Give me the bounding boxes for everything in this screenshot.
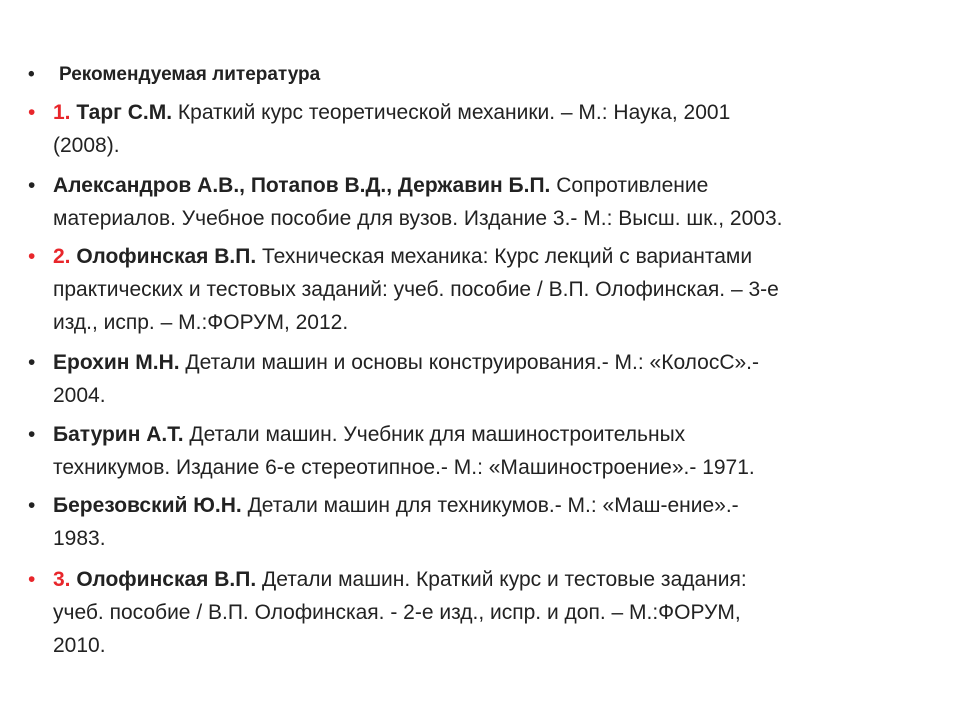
bullet-icon: • [28,423,36,446]
reference-author: Ерохин М.Н. [53,351,180,374]
reference-author: Березовский Ю.Н. [53,494,242,517]
reference-text: Краткий курс теоретической механики. – М.: Наука, 2001 [172,101,731,124]
bullet-icon: • [28,351,36,374]
reference-text: Сопротивление [550,174,709,197]
bullet-icon: • [28,245,36,268]
reference-text: Детали машин. Краткий курс и тестовые задания: [256,568,747,591]
reference-number: 2. [53,245,77,268]
reference-line [53,169,782,202]
reference-text: изд., испр. – М.:ФОРУМ, 2012. [53,311,349,334]
reference-text: практических и тестовых заданий: учеб. пособие / В.П. Олофинская. – 3-е [53,278,779,301]
reference-line [53,563,747,596]
reference-line [53,240,779,273]
reference-text: Детали машин и основы конструирования.- М.: «КолосС».- [179,351,760,374]
reference-line [53,346,759,379]
reference-author: Александров А.В., Потапов В.Д., Державин Б.П. [53,174,551,197]
reference-text: 2010. [53,634,106,657]
reference-text: учеб. пособие / В.П. Олофинская. - 2-е изд., испр. и доп. – М.:ФОРУМ, [53,601,741,624]
bullet-icon: • [28,174,36,197]
reference-text: 1983. [53,527,106,550]
reference-number: 3. [53,568,77,591]
reference-text: техникумов. Издание 6-е стереотипное.- М.: «Машиностроение».- 1971. [53,456,755,479]
reference-author: Тарг С.М. [76,101,173,124]
reference-line [53,96,730,129]
bullet-icon: • [28,101,36,124]
reference-text: Детали машин. Учебник для машиностроительных [183,423,686,446]
reference-line [53,418,755,451]
reference-text: Техническая механика: Курс лекций с вариантами [256,245,753,268]
reference-line [53,489,739,522]
reference-text: материалов. Учебное пособие для вузов. Издание 3.- М.: Высш. шк., 2003. [53,207,783,230]
bullet-icon: • [28,494,36,517]
reference-author: Олофинская В.П. [76,245,257,268]
heading-title: Рекомендуемая литература [59,64,321,85]
reference-text: 2004. [53,384,106,407]
reference-text: Детали машин для техникумов.- М.: «Маш-ение».- [241,494,739,517]
bullet-icon: • [28,568,36,591]
reference-author: Батурин А.Т. [53,423,184,446]
reference-author: Олофинская В.П. [76,568,257,591]
heading-bullet: • [28,64,35,85]
reference-text: (2008). [53,134,120,157]
reference-number: 1. [53,101,77,124]
